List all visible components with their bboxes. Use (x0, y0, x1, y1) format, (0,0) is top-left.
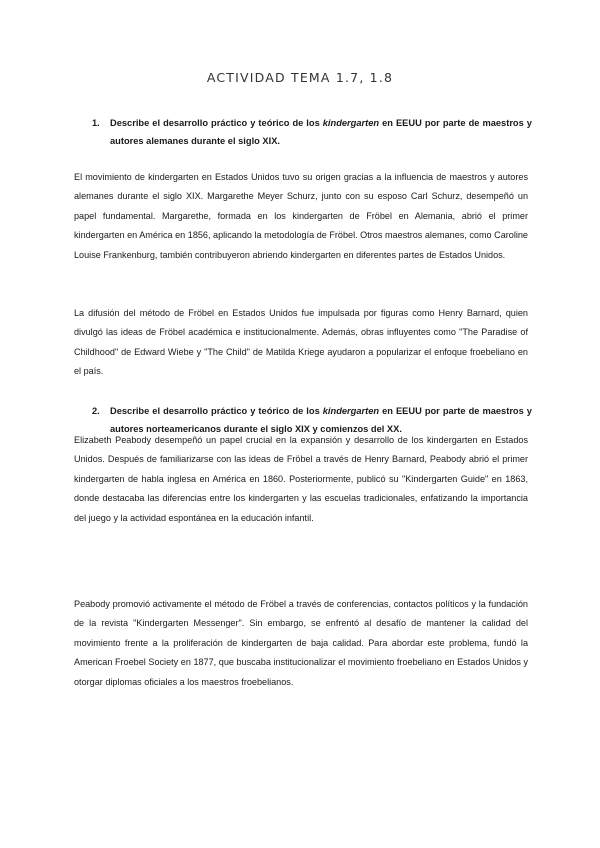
question-text: Describe el desarrollo práctico y teórico de los kindergarten en EEUU por parte de maestros y autores norteamericanos durante el siglo XIX y comienzos del XX. (110, 406, 532, 434)
paragraph: El movimiento de kindergarten en Estados Unidos tuvo su origen gracias a la influencia de maestros y autores alemanes durante el siglo XIX. Margarethe Meyer Schurz, junto con su esposo Carl Schurz, desempeñó un papel fundamental. Margarethe, formada en los kindergarten de Fröbel en Alemania, abrió el primer kindergarten en América en 1856, aplicando la metodología de Fröbel. Otros maestros alemanes, como Caroline Louise Frankenburg, también contribuyeron abriendo kindergarten en diferentes partes de Estados Unidos. (74, 172, 528, 260)
paragraph: Elizabeth Peabody desempeñó un papel crucial en la expansión y desarrollo de los kindergarten en Estados Unidos. Después de familiarizarse con las ideas de Fröbel a través de Henry Barnard, Peabody abrió el primer kindergarten de habla inglesa en América en 1860. Posteriormente, publicó su "Kindergarten Guide" en 1863, donde destacaba las diferencias entre los kindergarten y las escuelas tradicionales, enfatizando la importancia del juego y la actividad espontánea en la educación infantil. (74, 435, 528, 523)
page-title: ACTIVIDAD TEMA 1.7, 1.8 (206, 70, 394, 85)
paragraph: La difusión del método de Fröbel en Estados Unidos fue impulsada por figuras como Henry Barnard, quien divulgó las ideas de Fröbel académica e institucionalmente. Además, obras influyentes como "The Paradise of Childhood" de Edward Wiebe y "The Child" de Matilda Kriege ayudaron a popularizar el enfoque froebeliano en el país. (74, 308, 528, 377)
question-number: 1. (92, 118, 100, 128)
paragraph: Peabody promovió activamente el método de Fröbel a través de conferencias, contactos políticos y la fundación de la revista "Kindergarten Messenger". Sin embargo, se enfrentó al desafío de mantener la calidad del movimiento frente a la proliferación de kindergarten de baja calidad. Para abordar este problema, fundó la American Froebel Society en 1877, que buscaba institucionalizar el movimiento froebeliano en Estados Unidos y otorgar diplomas oficiales a los maestros froebelianos. (74, 599, 528, 687)
question-1 (92, 114, 532, 150)
question-number: 2. (92, 406, 100, 416)
question-text: Describe el desarrollo práctico y teórico de los kindergarten en EEUU por parte de maestros y autores alemanes durante el siglo XIX. (110, 118, 532, 146)
